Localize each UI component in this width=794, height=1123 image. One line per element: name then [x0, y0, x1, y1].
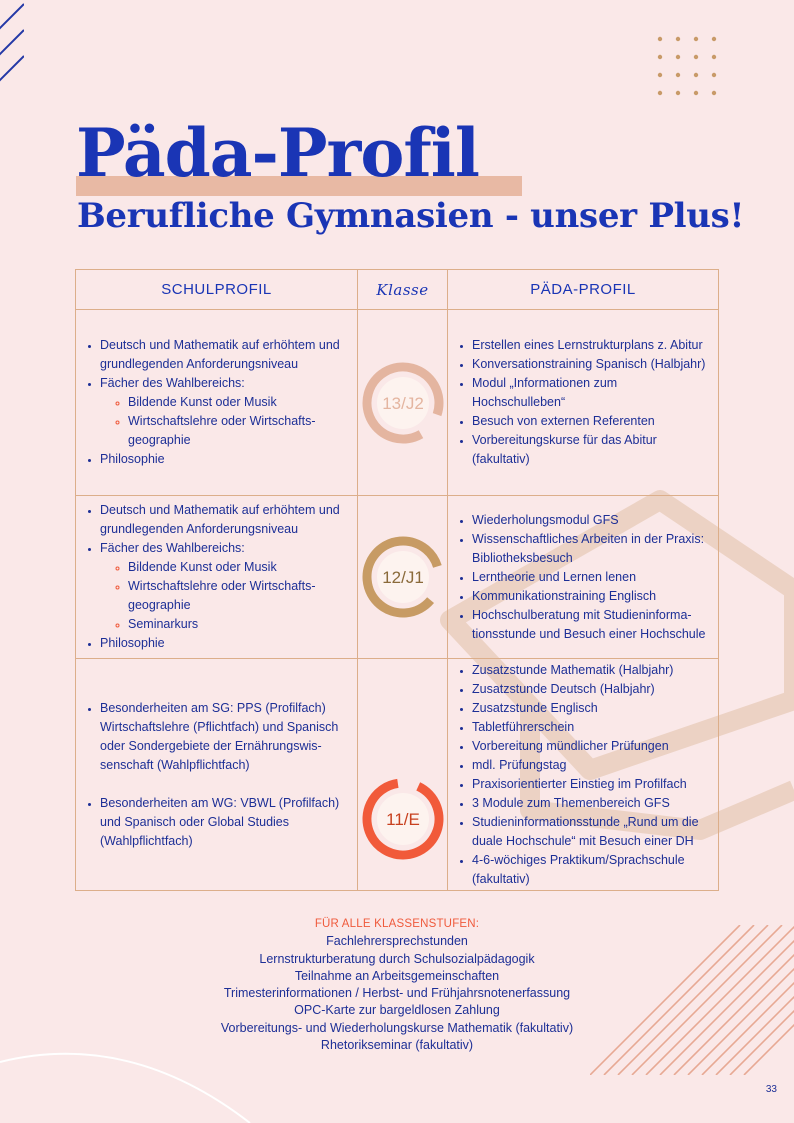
list-item: • Vorbereitung mündlicher Prüfungen	[472, 737, 710, 756]
list-item: ◦ Seminarkurs	[128, 615, 349, 634]
list-item: ◦ Wirtschaftslehre oder Wirtschafts-geographie	[128, 412, 349, 450]
list-item: • Besonderheiten am SG: PPS (Profilfach) Wirtschaftslehre (Pflichtfach) und Spanisch oder Sondergebiete der Ernährungswis-senschaft (Wahlpflichtfach)	[100, 699, 349, 775]
paeda-list	[448, 661, 718, 889]
schulprofil-cell	[76, 310, 358, 496]
list-item: • Modul „Informationen zum Hochschulleben“	[472, 374, 710, 412]
header-schulprofil: SCHULPROFIL	[76, 270, 358, 310]
grade-ring-icon	[360, 360, 446, 446]
header-klasse: Klasse	[358, 270, 448, 310]
paeda-cell	[448, 659, 719, 891]
all-grades-item: Rhetorikseminar (fakultativ)	[320, 1038, 474, 1053]
grade-cell	[358, 496, 448, 659]
list-item: • Philosophie	[100, 450, 349, 469]
list-item: • Lerntheorie und Lernen lenen	[472, 568, 710, 587]
dot-grid-decoration	[655, 34, 721, 100]
schulprofil-list	[76, 336, 357, 469]
wahl-sublist	[100, 558, 349, 634]
list-item: • Vorbereitungskurse für das Abitur (fakultativ)	[472, 431, 710, 469]
list-item: • Hochschulberatung mit Studieninforma-tionsstunde und Besuch einer Hochschule	[472, 606, 710, 644]
list-item: • Deutsch und Mathematik auf erhöhtem und grundlegenden Anforderungsniveau	[100, 501, 349, 539]
paeda-list	[448, 511, 718, 644]
list-item: • Praxisorientierter Einstieg im Profilfach	[472, 775, 710, 794]
header-paeda-profil: PÄDA-PROFIL	[448, 270, 719, 310]
all-grades-heading: FÜR ALLE KLASSENSTUFEN:	[314, 918, 480, 930]
profile-table	[75, 269, 719, 891]
wahl-label: Fächer des Wahlbereichs:	[100, 541, 245, 555]
all-grades-item: Lernstrukturberatung durch Schulsozialpädagogik	[259, 951, 535, 966]
wahl-sublist	[100, 393, 349, 450]
diagonal-lines-decoration-top-left	[0, 0, 24, 96]
table-header-row	[76, 270, 719, 310]
list-item: • 4-6-wöchiges Praktikum/Sprachschule (fakultativ)	[472, 851, 710, 889]
all-grades-item: OPC-Karte zur bargeldlosen Zahlung	[294, 1003, 500, 1018]
list-item: • Erstellen eines Lernstrukturplans z. Abitur	[472, 336, 710, 355]
grade-ring-icon	[360, 534, 446, 620]
list-item: • Zusatzstunde Mathematik (Halbjahr)	[472, 661, 710, 680]
page-number: 33	[765, 1084, 777, 1095]
grade-label: 13/J2	[381, 393, 424, 413]
list-item: • Kommunikationstraining Englisch	[472, 587, 710, 606]
list-item: • Tabletführerschein	[472, 718, 710, 737]
all-grades-item: Vorbereitungs- und Wiederholungskurse Mathematik (fakultativ)	[220, 1020, 574, 1035]
schulprofil-list	[76, 501, 357, 653]
all-grades-item: Fachlehrersprechstunden	[326, 934, 468, 949]
list-item: ◦ Bildende Kunst oder Musik	[128, 393, 349, 412]
list-item	[100, 374, 349, 450]
list-item: • Wissenschaftliches Arbeiten in der Praxis: Bibliotheksbesuch	[472, 530, 710, 568]
list-item: • Wiederholungsmodul GFS	[472, 511, 710, 530]
title-block	[76, 108, 479, 198]
all-grades-item: Teilnahme an Arbeitsgemeinschaften	[294, 968, 500, 983]
table-row	[76, 496, 719, 659]
grade-ring-icon	[360, 776, 446, 862]
grade-badge	[358, 776, 447, 862]
all-grades-item: Trimesterinformationen / Herbst- und Frühjahrsnotenerfassung	[223, 986, 571, 1001]
schulprofil-cell	[76, 496, 358, 659]
list-item: • Konversationstraining Spanisch (Halbjahr)	[472, 355, 710, 374]
schulprofil-list	[76, 699, 357, 851]
list-item: • Studieninformationsstunde „Rund um die duale Hochschule“ mit Besuch einer DH	[472, 813, 710, 851]
paeda-list	[448, 336, 718, 469]
grade-badge	[358, 360, 447, 446]
schulprofil-cell	[76, 659, 358, 891]
table-row	[76, 310, 719, 496]
wahl-label: Fächer des Wahlbereichs:	[100, 376, 245, 390]
list-item: • Besonderheiten am WG: VBWL (Profilfach) und Spanisch oder Global Studies (Wahlpflichtfach)	[100, 794, 349, 851]
list-item: • Deutsch und Mathematik auf erhöhtem und grundlegenden Anforderungsniveau	[100, 336, 349, 374]
list-item	[100, 539, 349, 634]
list-item: • mdl. Prüfungstag	[472, 756, 710, 775]
list-item: ◦ Bildende Kunst oder Musik	[128, 558, 349, 577]
list-item: • 3 Module zum Themenbereich GFS	[472, 794, 710, 813]
list-item: ◦ Wirtschaftslehre oder Wirtschafts-geographie	[128, 577, 349, 615]
page-title: Päda-Profil	[76, 114, 479, 192]
list-item: • Zusatzstunde Deutsch (Halbjahr)	[472, 680, 710, 699]
grade-cell	[358, 659, 448, 891]
grade-label: 12/J1	[381, 568, 424, 587]
paeda-cell	[448, 310, 719, 496]
grade-badge	[358, 534, 447, 620]
list-item: • Besuch von externen Referenten	[472, 412, 710, 431]
grade-cell	[358, 310, 448, 496]
all-grades-section	[0, 916, 794, 1054]
list-item: • Philosophie	[100, 634, 349, 653]
grade-label: 11/E	[385, 810, 420, 829]
paeda-cell	[448, 496, 719, 659]
list-item: • Zusatzstunde Englisch	[472, 699, 710, 718]
page-subtitle: Berufliche Gymnasien - unser Plus!	[77, 196, 745, 236]
table-row	[76, 659, 719, 891]
